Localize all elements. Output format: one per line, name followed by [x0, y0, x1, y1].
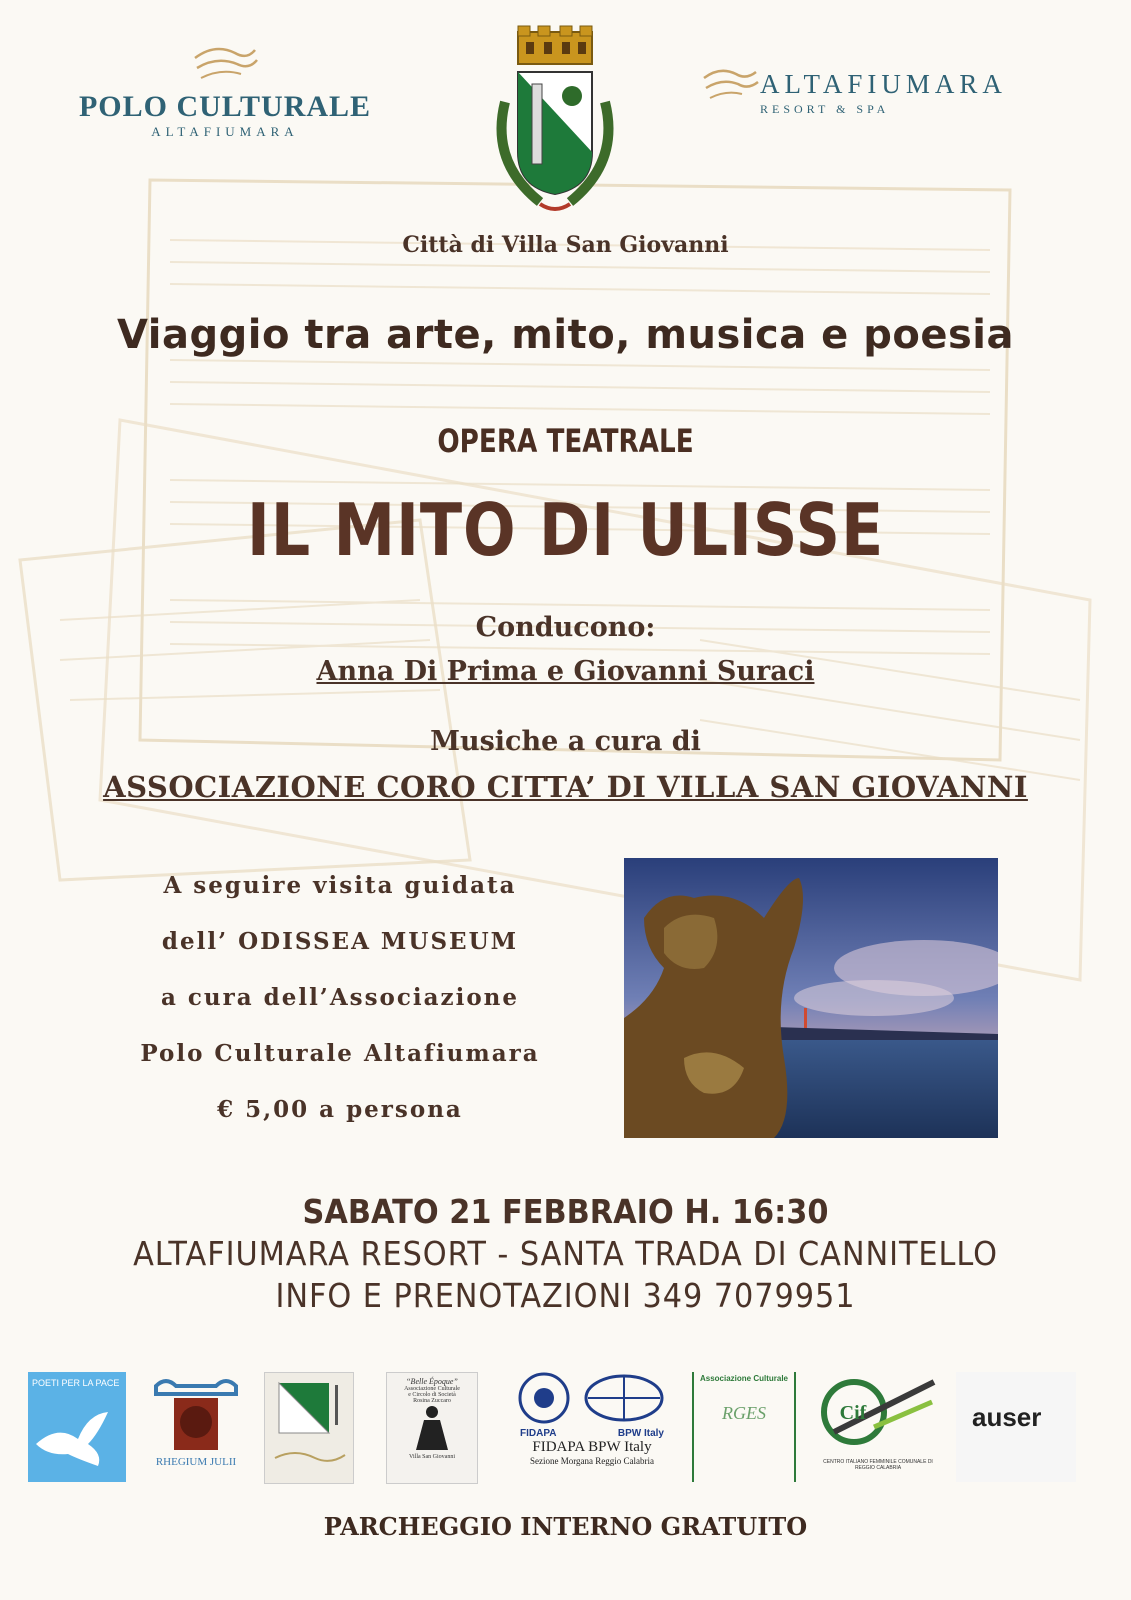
- ionic-column-icon: [146, 1372, 246, 1452]
- polo-culturale-logo: [70, 38, 380, 140]
- logo-left-subtitle: ALTAFIUMARA: [151, 124, 299, 139]
- belle-epoque-line: Rosina Zuccaro: [413, 1398, 451, 1404]
- logo-left-title: POLO CULTURALE: [78, 90, 372, 123]
- visit-line: a cura dell’Associazione: [160, 984, 520, 1011]
- statue-photo: [624, 858, 998, 1138]
- visit-line: A seguire visita guidata: [163, 872, 517, 899]
- rges-name: RGES: [722, 1403, 766, 1423]
- cif-logo: [814, 1372, 942, 1482]
- cif-subtitle: CENTRO ITALIANO FEMMINILE COMUNALE DI REGGIO CALABRIA: [823, 1459, 933, 1471]
- fidapa-subtitle: Sezione Morgana Reggio Calabria: [529, 1456, 655, 1466]
- wave-swirl-icon: [700, 62, 760, 106]
- event-title: IL MITO DI ULISSE: [246, 488, 885, 572]
- fidapa-logo: [512, 1372, 672, 1482]
- auser-logo: [956, 1372, 1076, 1482]
- wave-swirl-icon: [185, 38, 265, 88]
- music-label: Musiche a cura di: [430, 726, 701, 757]
- belle-epoque-name: “Belle Époque”: [406, 1377, 458, 1386]
- tagline: Viaggio tra arte, mito, musica e poesia: [117, 312, 1014, 358]
- dove-icon: [28, 1394, 126, 1474]
- altafiumara-resort-logo: [700, 62, 1060, 117]
- city-crest-icon: [480, 22, 630, 222]
- city-name: Città di Villa San Giovanni: [402, 232, 729, 258]
- fidapa-title: FIDAPA BPW Italy: [532, 1439, 652, 1455]
- auser-name: auser: [972, 1402, 1042, 1432]
- rges-logo: [692, 1372, 796, 1482]
- sponsor-strip: [28, 1372, 1108, 1487]
- event-venue: ALTAFIUMARA RESORT - SANTA TRADA DI CANNITELLO: [133, 1234, 998, 1273]
- guided-visit-info: [100, 866, 580, 1146]
- belle-epoque-line: Villa San Giovanni: [409, 1454, 455, 1460]
- event-date: SABATO 21 FEBBRAIO H. 16:30: [302, 1192, 829, 1231]
- belle-epoque-line: Associazione Culturale: [404, 1386, 460, 1392]
- rhegium-label: RHEGIUM JULII: [155, 1456, 237, 1468]
- cif-name: Cif: [839, 1402, 867, 1424]
- event-kind: OPERA TEATRALE: [437, 422, 694, 460]
- cif-emblem-icon: [814, 1372, 942, 1452]
- rges-label: Associazione Culturale: [699, 1374, 789, 1383]
- city-shield-icon: [265, 1373, 353, 1473]
- fidapa-right-label: BPW Italy: [617, 1428, 664, 1439]
- visit-line: dell’ ODISSEA MUSEUM: [161, 928, 519, 955]
- rhegium-julii-logo: [146, 1372, 246, 1482]
- parking-note: PARCHEGGIO INTERNO GRATUITO: [323, 1512, 808, 1541]
- music-association: ASSOCIAZIONE CORO CITTA’ DI VILLA SAN GIOVANNI: [103, 770, 1028, 804]
- booking-info: INFO E PRENOTAZIONI 349 7079951: [275, 1276, 856, 1315]
- belle-epoque-line: e Circolo di Società: [408, 1392, 456, 1398]
- visit-line: Polo Culturale Altafiumara: [140, 1040, 540, 1067]
- fidapa-emblem-icon: [512, 1372, 672, 1424]
- belle-epoque-logo: [386, 1372, 478, 1484]
- fidapa-left-label: FIDAPA: [520, 1428, 557, 1439]
- poeti-label: POETI PER LA PACE: [32, 1378, 120, 1388]
- hosts-label: Conducono:: [475, 612, 656, 643]
- visit-price: € 5,00 a persona: [217, 1096, 463, 1123]
- poeti-per-la-pace-logo: [28, 1372, 126, 1482]
- logo-right-title: ALTAFIUMARA: [760, 68, 1007, 99]
- hosts-names: Anna Di Prima e Giovanni Suraci: [316, 656, 815, 687]
- logo-right-subtitle: RESORT & SPA: [760, 102, 890, 116]
- lady-silhouette-icon: [412, 1404, 452, 1450]
- villa-san-giovanni-logo: [264, 1372, 354, 1484]
